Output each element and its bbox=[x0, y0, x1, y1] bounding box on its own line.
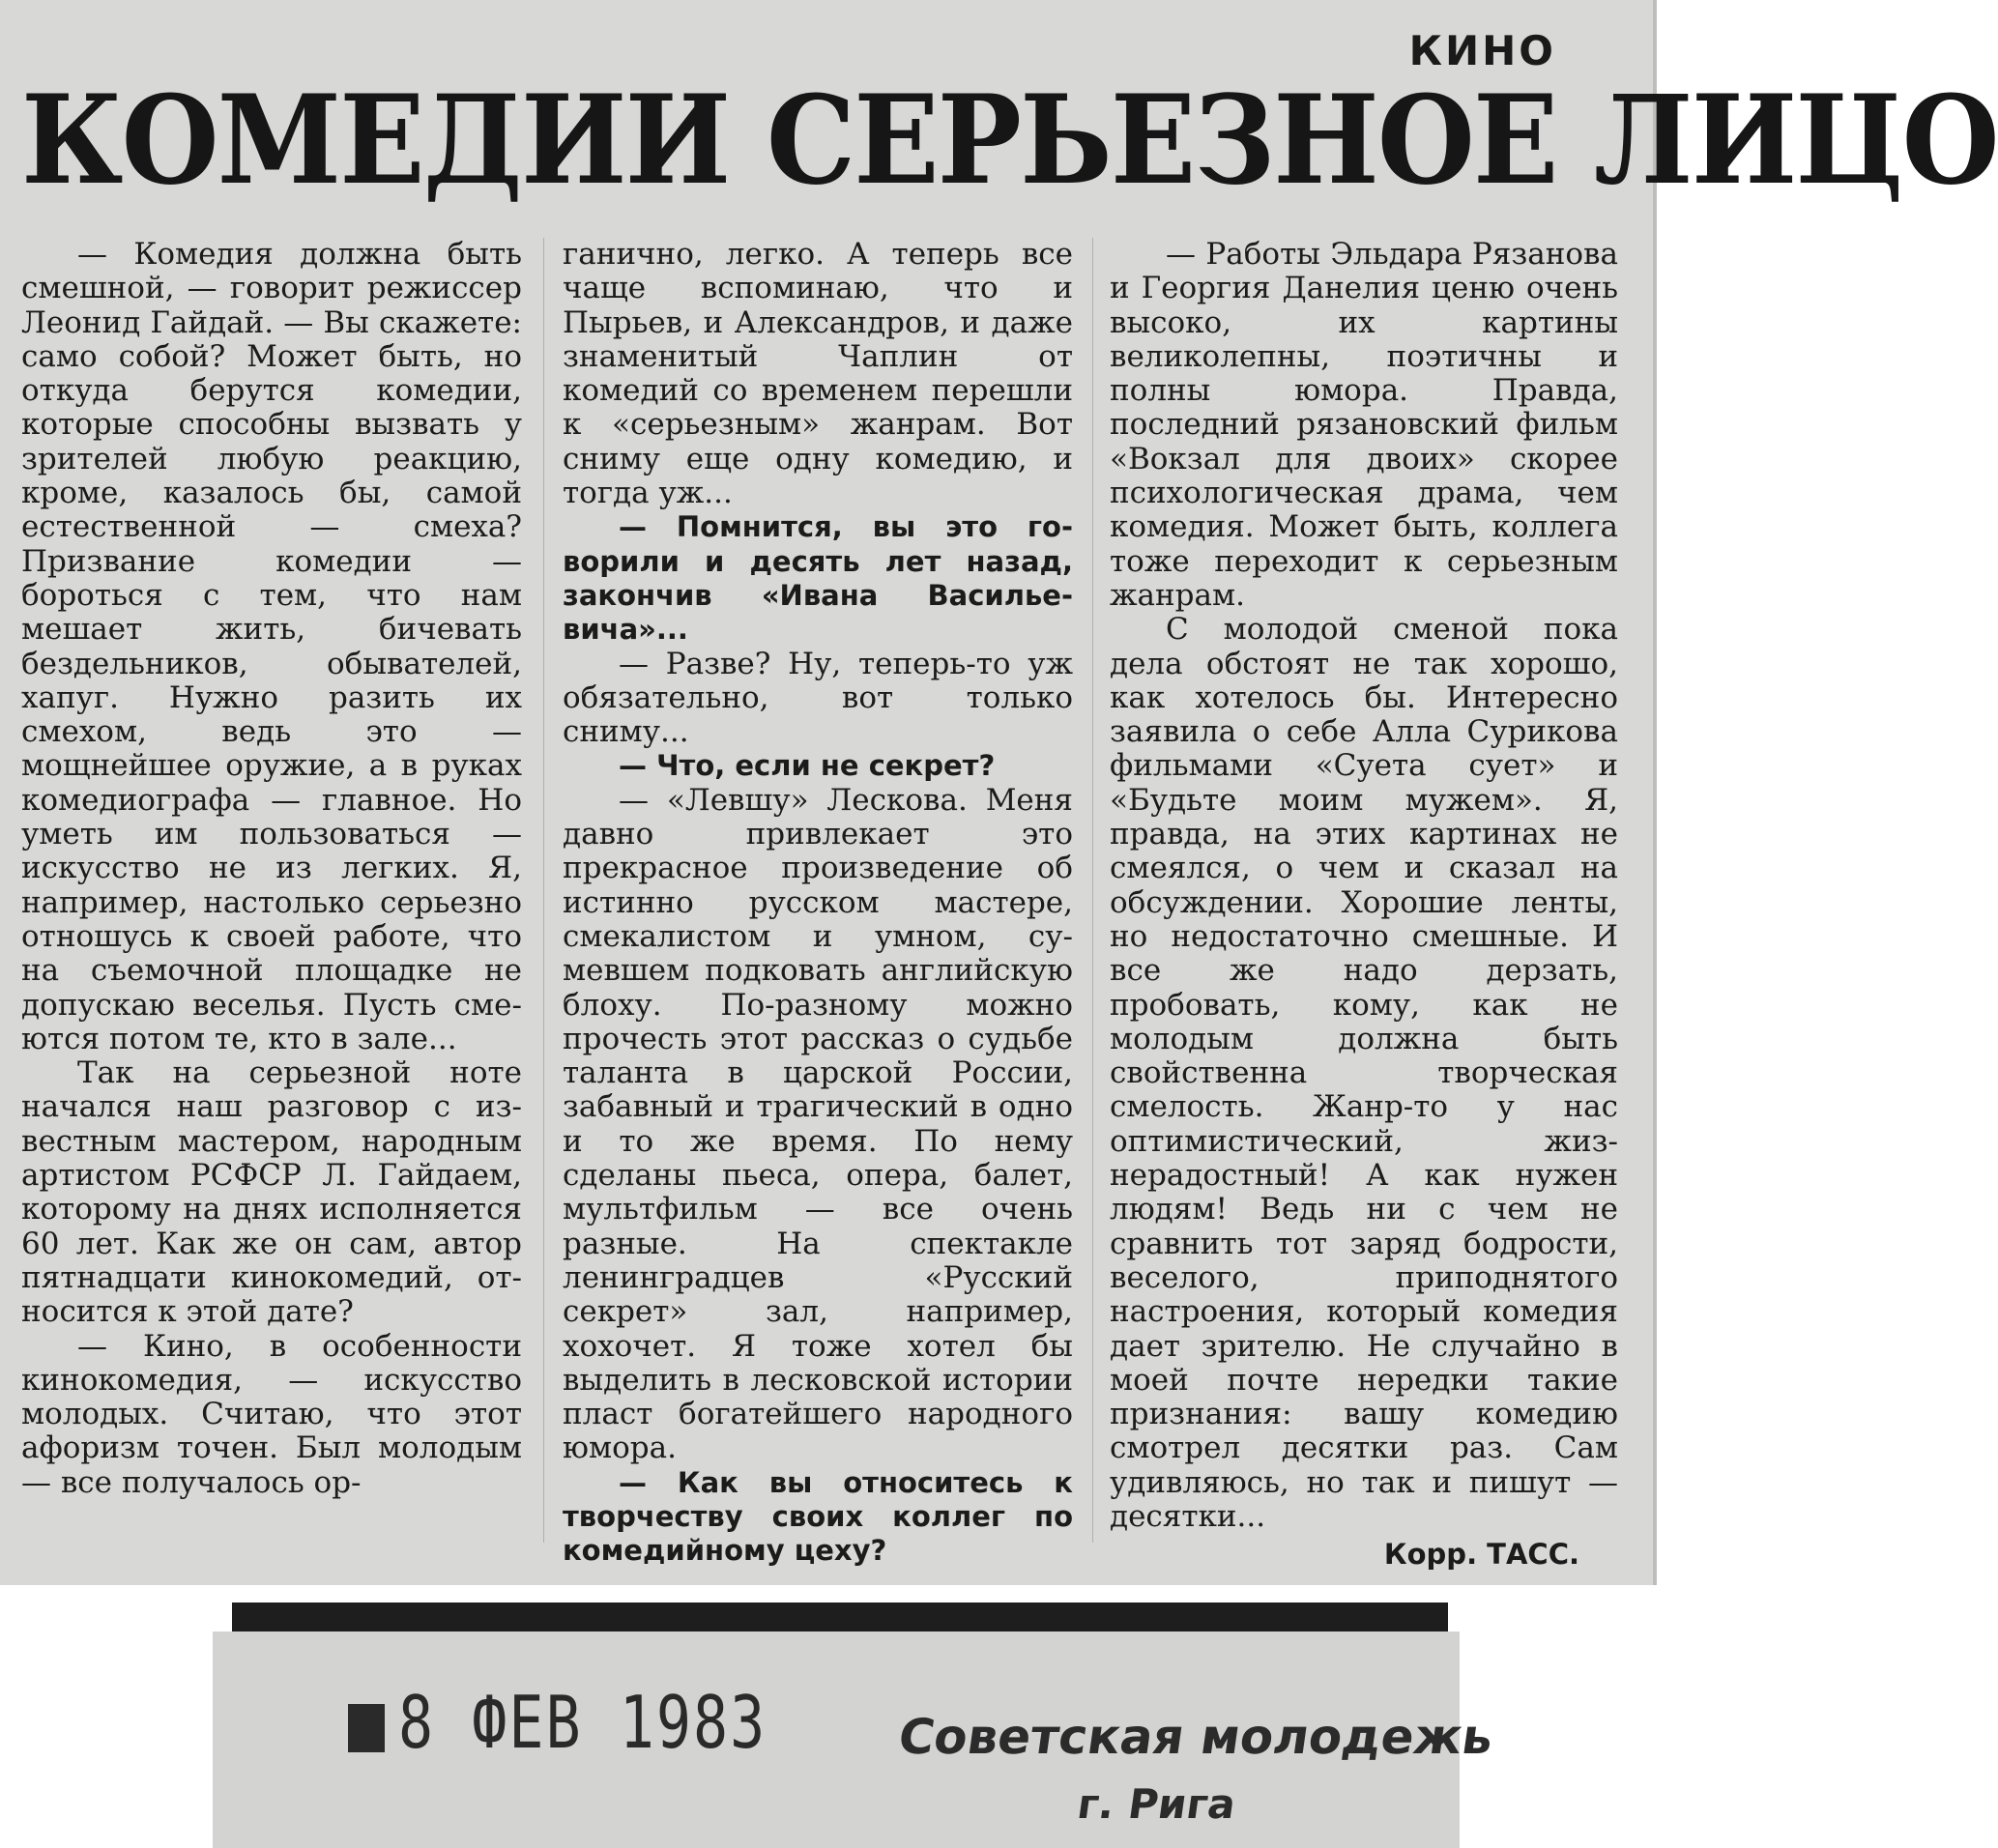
article-column-2 bbox=[563, 238, 1073, 1572]
article-column-3 bbox=[1110, 238, 1618, 1572]
black-separator-band bbox=[232, 1603, 1448, 1631]
paragraph: — Комедия должна быть смешной, — говорит режиссер Леонид Гайдай. — Вы скажете: само собой? Может быть, но откуда берутся комедии, которые способны вызвать у зрителей любую реакцию, кроме, казалось бы, самой естественной — смеха? Призвание комедии — бороться с тем, что нам мешает жить, бичевать бездельников, обывателей, хапуг. Нужно разить их смехом, ведь это — мощнейшее оружие, а в руках комедиографа — главное. Но уметь им пользоваться — искусство не из легких. Я, например, настолько серьезно отношусь к своей работе, что на съемочной площадке не допускаю веселья. Пусть смеются потом те, кто в зале... bbox=[21, 237, 522, 1056]
city-stamp: г. Рига bbox=[1074, 1780, 1239, 1828]
interviewer-question: — Помнится, вы это говорили и десять лет назад, закончив «Ивана Васильeвича»... bbox=[563, 510, 1073, 647]
article-headline: КОМЕДИИ СЕРЬЕЗНОЕ ЛИЦО bbox=[21, 69, 1998, 212]
byline-signature: Корр. ТАСС. bbox=[1383, 1538, 1579, 1572]
date-stamp: 8 ФЕВ 1983 bbox=[348, 1681, 767, 1766]
article-column-1 bbox=[21, 238, 522, 1572]
stamp-mark-icon bbox=[348, 1704, 385, 1752]
interviewer-question: — Что, если не секрет? bbox=[619, 749, 996, 783]
column-divider bbox=[543, 238, 544, 1543]
paragraph: Так на серьезной ноте начался наш разговор с известным мастером, народным артистом РСФСР Л. Гайдаем, которому на днях исполняется 60 лет. Как же он сам, автор пятнадцати кинокомедий, относится к этой дате? bbox=[21, 1055, 522, 1330]
paragraph: — Кино, в особенности кинокомедия, — искусство молодых. Считаю, что этот афоризм точен. Был молодым — все получалось ор- bbox=[21, 1328, 522, 1500]
paragraph: ганично, легко. А теперь все чаще вспоминаю, что и Пырьев, и Александров, и даже знаменитый Чаплин от комедий со временем перешли к «серьезным» жанрам. Вот сниму еще одну комедию, и тогда уж... bbox=[563, 237, 1073, 511]
column-divider bbox=[1092, 238, 1093, 1543]
newspaper-name-stamp: Советская молодежь bbox=[894, 1709, 1497, 1765]
paragraph: С молодой сменой пока дела обстоят не так хорошо, как хотелось бы. Интересно заявила о себе Алла Сурикова фильмами «Суета сует» и «Будьте моим мужем». Я, правда, на этих картинах не смеялся, о чем и сказал на обсуждении. Хорошие ленты, но недостаточно смешные. И все же надо дерзать, пробовать, кому, как не молодым должна быть свойственна творческая смелость. Жанр-то у нас оптимистический, жизнерадостный! А как нужен людям! Ведь ни с чем не сравнить тот заряд бодрости, веселого, приподнятого настроения, который комедия дает зрителю. Не случайно в моей почте нередки такие признания: вашу комедию смотрел десятки раз. Сам удивляюсь, но так и пишут — десятки... bbox=[1110, 612, 1618, 1534]
section-rubric: КИНО bbox=[1408, 27, 1556, 74]
paragraph: — Разве? Ну, теперь-то уж обязательно, вот только сниму... bbox=[563, 646, 1073, 750]
paragraph: — «Левшу» Лескова. Меня давно привлекает это прекрасное произведение об истинно русском мастере, смекалистом и умном, сумевшем подковать английскую блоху. По-разному можно прочесть этот рассказ о судьбе таланта в царской России, забавный и трагический в одно и то же время. По нему сделаны пьеса, опера, балет, мультфильм — все очень разные. На спектакле ленинградцев «Русский секрет» зал, например, хохочет. Я тоже хотел бы выделить в лесковской истории пласт богатейшего народного юмора. bbox=[563, 782, 1073, 1466]
interviewer-question: — Как вы относитесь к творчеству своих коллег по комедийному цеху? bbox=[563, 1465, 1073, 1568]
paragraph: — Работы Эльдара Рязанова и Георгия Данелия ценю очень высоко, их картины великолепны, поэтичны и полны юмора. Правда, последний рязановский фильм «Вокзал для двоих» скорее психологическая драма, чем комедия. Может быть, коллега тоже переходит к серьезным жанрам. bbox=[1110, 237, 1618, 613]
